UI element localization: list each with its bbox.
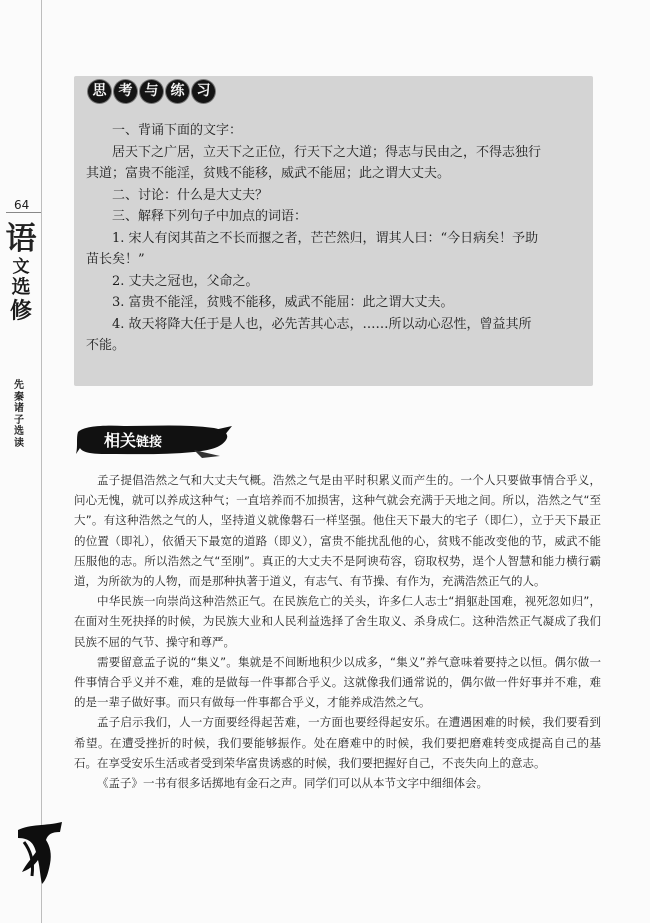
series-title xyxy=(4,222,38,324)
exercise-heading: 二、讨论：什么是大丈夫？ xyxy=(112,187,269,203)
body-paragraph: 《孟子》一书有很多话掷地有金石之声。同学们可以从本节文字中细细体会。 xyxy=(97,776,488,791)
exercise-header xyxy=(88,80,218,103)
exercise-text: 其道；富贵不能淫，贫贱不能移，威武不能屈；此之谓大丈夫。 xyxy=(86,166,451,181)
exercise-item: 1. 宋人有闵其苗之不长而揠之者，芒芒然归，谓其人曰：“今日病矣！予助 xyxy=(112,230,539,246)
body-paragraph: 孟子提倡浩然之气和大丈夫气概。浩然之气是由平时积累义而产生的。一个人只要做事情合乎义，问心无愧，就可以养成这种气；一直培养而不加损害，这种气就会充满于天地之间。所以，浩然之气“至大”。有这种浩然之气的人，坚持道义就像磐石一样坚强。他住天下最大的宅子（即仁），立于天下最正的位置（即礼），依循天下最宽的道路（即义），富贵不能扰乱他的心，贫贱不能改变他的节，威武不能压服他的志。所以浩然之气“至刚”。真正的大丈夫不是阿谀苟容，窃取权势，逞个人智慧和能力横行霸道，为所欲为的人物，而是那种执著于道义，有志气、有节操、有作为，充满浩然正气的人。 xyxy=(74,473,601,589)
exercise-item-continued: 不能。 xyxy=(86,338,126,353)
header-badge: 与 xyxy=(140,80,163,103)
related-title-big: 相关 xyxy=(104,431,137,450)
exercise-item: 3. 富贵不能淫，贫贱不能移，威武不能屈：此之谓大丈夫。 xyxy=(112,295,454,310)
book-subtitle: 先秦诸子选读 xyxy=(14,380,24,449)
left-margin xyxy=(0,0,44,923)
related-title-small: 链接 xyxy=(136,435,163,450)
header-badge: 思 xyxy=(88,80,111,103)
exercise-heading: 三、解释下列句子中加点的词语： xyxy=(112,209,308,224)
brush-figure-icon xyxy=(16,820,66,886)
header-badge: 练 xyxy=(166,80,189,103)
exercise-item-continued: 苗长矣！” xyxy=(86,252,145,267)
header-badge: 习 xyxy=(192,80,215,103)
exercise-text: 居天下之广居，立天下之正位，行天下之大道；得志与民由之，不得志独行 xyxy=(112,144,542,160)
series-char: 文 xyxy=(12,256,30,277)
body-paragraph: 中华民族一向崇尚这种浩然正气。在民族危亡的关头，许多仁人志士“捐躯赴国难，视死忽如归”，在面对生死抉择的时候，为民族大业和人民利益选择了舍生取义、杀身成仁。这种浩然正气凝成了我们民族不屈的气节、操守和尊严。 xyxy=(74,594,601,649)
body-paragraph: 需要留意孟子说的“集义”。集就是不间断地积少以成多，“集义”养气意味着要持之以恒。偶尔做一件事情合乎义并不难，难的是做每一件事都合乎义。这就像我们通常说的，偶尔做一件好事并不难，难的是一辈子做好事。而只有做每一件事都合乎义，才能养成浩然之气。 xyxy=(74,654,601,710)
exercise-body xyxy=(86,120,578,357)
exercise-item: 2. 丈夫之冠也，父命之。 xyxy=(112,273,259,289)
series-char: 语 xyxy=(5,221,37,257)
series-char: 修 xyxy=(9,298,32,325)
header-badge: 考 xyxy=(114,80,137,103)
exercise-item: 4. 故天将降大任于是人也，必先苦其心志，……所以动心忍性，曾益其所 xyxy=(112,316,532,332)
exercise-box xyxy=(74,76,593,386)
related-link-title xyxy=(104,428,162,451)
exercise-heading: 一、背诵下面的文字： xyxy=(112,123,243,138)
page-number: 64 xyxy=(14,198,30,212)
margin-tick xyxy=(6,212,42,213)
body-paragraph: 孟子启示我们，人一方面要经得起苦难，一方面也要经得起安乐。在遭遇困难的时候，我们要看到希望。在遭受挫折的时候，我们要能够振作。处在磨难中的时候，我们要把磨难转变成提高自己的基石。在享受安乐生活或者受到荣华富贵诱惑的时候，我们要把握好自己，不丧失向上的意志。 xyxy=(74,715,601,770)
series-char: 选 xyxy=(11,276,31,299)
related-link-banner xyxy=(74,420,234,460)
margin-rule xyxy=(41,0,42,923)
related-link-body xyxy=(74,470,601,793)
